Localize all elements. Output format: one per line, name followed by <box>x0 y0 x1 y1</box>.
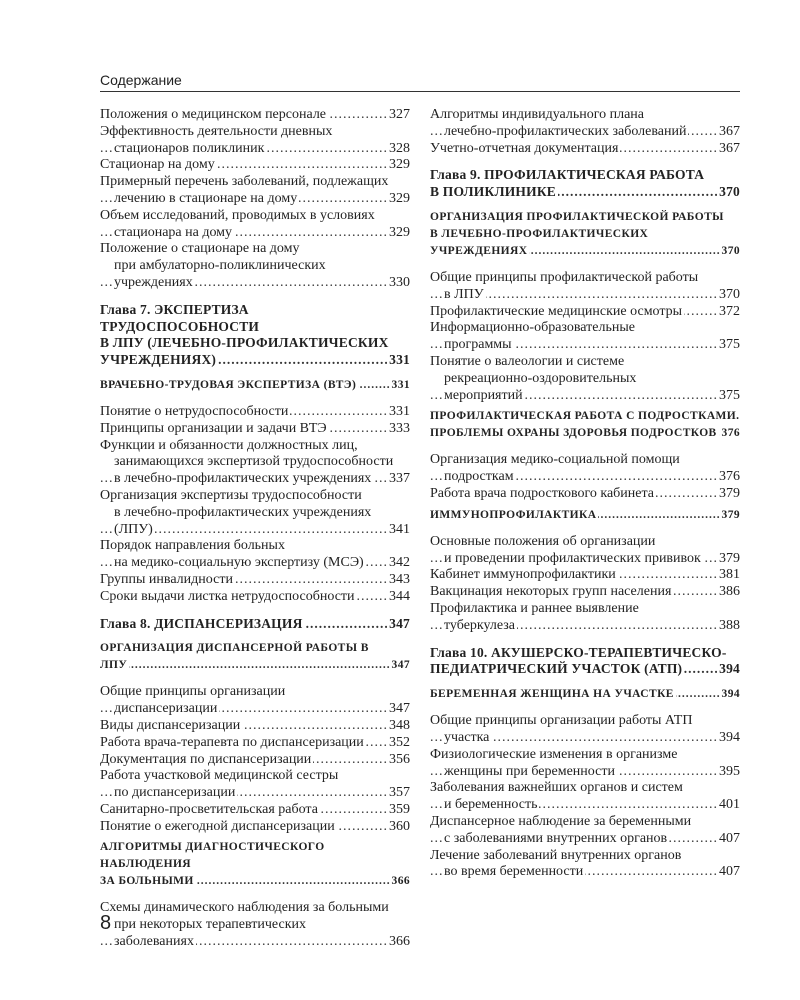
toc-entry-line: Эффективность деятельности дневных <box>100 123 333 139</box>
toc-entry <box>430 601 740 635</box>
toc-entry-leader-row <box>430 304 740 321</box>
toc-entry <box>430 486 740 503</box>
toc-entry-line: В ЛЕЧЕБНО-ПРОФИЛАКТИЧЕСКИХ <box>430 227 649 240</box>
toc-entry-title: лечебно-профилактических заболеваний <box>444 123 687 139</box>
toc-entry-line: В ЛПУ (ЛЕЧЕБНО-ПРОФИЛАКТИЧЕСКИХ <box>100 335 389 351</box>
toc-entry-leader-row <box>430 730 740 747</box>
toc-page-number: 331 <box>389 403 410 419</box>
toc-entry-title: ИММУНОПРОФИЛАКТИКА <box>430 508 597 521</box>
toc-entry-title: Группы инвалидности <box>100 571 233 587</box>
toc-entry-leader-row <box>430 425 740 442</box>
toc-entry-line: Лечение заболеваний внутренних органов <box>430 847 682 863</box>
toc-entry-leader-row <box>100 352 410 369</box>
toc-page-number: 370 <box>719 184 740 200</box>
toc-entry <box>430 141 740 158</box>
toc-entry-title: Принципы организации и задачи ВТЭ <box>100 420 327 436</box>
toc-entry-line: при амбулаторно-поликлинических <box>114 258 326 274</box>
toc-entry-title: стационара на дому <box>114 224 233 240</box>
toc-entry <box>430 814 740 848</box>
toc-page-number: 375 <box>719 337 740 353</box>
toc-entry-leader-row <box>430 124 740 141</box>
toc-entry-leader-row <box>430 388 740 405</box>
toc-entry-title: в ЛПУ <box>444 286 484 302</box>
toc-page-number: 329 <box>389 190 410 206</box>
toc-entry-line: Заболевания важнейших органов и систем <box>430 780 683 796</box>
toc-entry-line: АЛГОРИТМЫ ДИАГНОСТИЧЕСКОГО НАБЛЮДЕНИЯ <box>100 841 325 871</box>
toc-entry-title: на медико-социальную экспертизу (МСЭ) <box>114 555 364 571</box>
toc-entry-line: Общие принципы организации <box>100 684 286 700</box>
toc-page-number: 341 <box>389 521 410 537</box>
toc-page-number: 348 <box>389 717 410 733</box>
toc-page-number: 407 <box>719 864 740 880</box>
toc-entry <box>430 713 740 747</box>
toc-left-column <box>100 107 410 951</box>
toc-section-heading <box>430 507 740 524</box>
toc-entry <box>100 241 410 291</box>
toc-entry-title: Работа врача подросткового кабинета <box>430 485 654 501</box>
toc-entry <box>100 718 410 735</box>
toc-entry-line: Информационно-образовательные <box>430 320 635 336</box>
toc-entry-line: Положение о стационаре на дому <box>100 241 300 257</box>
toc-entry-title: программы <box>444 337 512 353</box>
toc-entry-title: заболеваниях <box>114 934 194 950</box>
toc-entry-leader-row <box>100 873 410 890</box>
toc-entry <box>430 534 740 568</box>
toc-page-number: 328 <box>389 140 410 156</box>
toc-entry <box>430 780 740 814</box>
toc-entry-leader-row <box>100 701 410 718</box>
toc-page-number: 327 <box>389 107 410 122</box>
toc-page-number: 331 <box>389 352 410 368</box>
toc-page-number: 367 <box>719 123 740 139</box>
toc-entry-title: лечению в стационаре на дому <box>114 190 298 206</box>
toc-entry-title: ЗА БОЛЬНЫМИ <box>100 875 194 888</box>
toc-entry-leader-row <box>100 640 410 674</box>
toc-entry-leader-row <box>430 551 740 568</box>
toc-entry-leader-row <box>100 934 410 951</box>
toc-chapter-heading <box>100 302 410 369</box>
toc-entry-line: Физиологические изменения в организме <box>430 746 678 762</box>
toc-entry-line: Профилактика и раннее выявление <box>430 600 639 616</box>
toc-entry-leader-row <box>100 191 410 208</box>
toc-entry-line: Работа участковой медицинской сестры <box>100 768 339 784</box>
toc-page-number: 394 <box>719 661 740 677</box>
toc-page-number: 366 <box>389 934 410 950</box>
toc-entry-line: Общие принципы организации работы АТП <box>430 713 693 729</box>
toc-entry-leader-row <box>430 141 740 158</box>
toc-entry-leader-row <box>100 718 410 735</box>
toc-page-number: 356 <box>389 751 410 767</box>
toc-entry-leader-row <box>430 764 740 781</box>
toc-entry <box>100 819 410 836</box>
toc-entry-title: по диспансеризации <box>114 785 236 801</box>
toc-entry-line: Функции и обязанности должностных лиц, <box>100 437 358 453</box>
toc-page-number: 379 <box>719 485 740 501</box>
toc-entry-leader-row <box>100 377 410 394</box>
toc-entry <box>100 802 410 819</box>
toc-entry-leader-row <box>430 337 740 354</box>
toc-entry-line: Порядок направления больных <box>100 538 285 554</box>
toc-entry <box>100 157 410 174</box>
toc-page-number: 333 <box>389 420 410 436</box>
toc-page-number: 386 <box>719 584 740 600</box>
toc-entry-title: Виды диспансеризации <box>100 717 241 733</box>
toc-entry-line: Глава 7. ЭКСПЕРТИЗА ТРУДОСПОСОБНОСТИ <box>100 301 260 334</box>
toc-entry-title: женщины при беременности <box>444 763 615 779</box>
toc-entry-line: Глава 9. ПРОФИЛАКТИЧЕСКАЯ РАБОТА <box>430 167 705 183</box>
toc-entry-leader-row <box>430 797 740 814</box>
toc-entry-leader-row <box>430 618 740 635</box>
toc-entry-title: участка <box>444 729 490 745</box>
toc-entry-leader-row <box>430 243 740 260</box>
toc-entry <box>100 735 410 752</box>
toc-entry-leader-row <box>100 589 410 606</box>
toc-entry-leader-row <box>430 686 740 703</box>
toc-entry <box>100 421 410 438</box>
toc-entry-title: мероприятий <box>444 387 523 403</box>
toc-entry-leader-row <box>430 507 740 524</box>
toc-entry-leader-row <box>100 785 410 802</box>
toc-entry-line: Диспансерное наблюдение за беременными <box>430 813 692 829</box>
toc-section-heading <box>100 640 410 674</box>
toc-entry-title: В ПОЛИКЛИНИКЕ <box>430 184 557 200</box>
running-header <box>100 72 740 92</box>
toc-entry <box>100 488 410 538</box>
toc-entry-title: Положения о медицинском персонале <box>100 107 327 122</box>
toc-entry <box>430 747 740 781</box>
toc-entry-title: УЧРЕЖДЕНИЯХ <box>430 244 528 257</box>
toc-chapter-heading <box>100 616 410 633</box>
toc-entry-leader-row <box>100 616 410 633</box>
toc-entry-leader-row <box>100 735 410 752</box>
toc-entry-leader-row <box>100 141 410 158</box>
toc-entry-leader-row <box>100 404 410 421</box>
toc-entry <box>100 174 410 208</box>
toc-entry <box>430 848 740 882</box>
toc-entry <box>100 124 410 158</box>
toc-entry <box>430 320 740 354</box>
toc-entry <box>100 768 410 802</box>
toc-entry-title: БЕРЕМЕННАЯ ЖЕНЩИНА НА УЧАСТКЕ <box>430 688 674 701</box>
toc-entry-title: ОРГАНИЗАЦИЯ ДИСПАНСЕРНОЙ РАБОТЫ В ЛПУ <box>100 642 369 672</box>
toc-entry-title: и проведении профилактических прививок <box>444 550 701 566</box>
toc-entry <box>100 684 410 718</box>
toc-entry-leader-row <box>430 567 740 584</box>
toc-entry-title: Понятие о нетрудоспособности <box>100 403 289 419</box>
toc-entry <box>100 572 410 589</box>
toc-page-number: 343 <box>389 571 410 587</box>
toc-entry-line: рекреационно-оздоровительных <box>444 370 637 386</box>
toc-page-number: 375 <box>719 387 740 403</box>
toc-entry-leader-row <box>100 802 410 819</box>
toc-section-heading <box>430 209 740 260</box>
toc-page-number: 329 <box>389 157 410 173</box>
toc-entry-title: и беременность <box>444 797 538 813</box>
toc-entry-leader-row <box>100 225 410 242</box>
toc-entry-title: с заболеваниями внутренних органов <box>444 830 668 846</box>
toc-entry-line: Основные положения об организации <box>430 533 656 549</box>
toc-entry-title: туберкулеза <box>444 617 516 633</box>
toc-page-number: 342 <box>389 555 410 571</box>
toc-entry-title: ПРОБЛЕМЫ ОХРАНЫ ЗДОРОВЬЯ ПОДРОСТКОВ <box>430 427 717 440</box>
toc-entry-line: Схемы динамического наблюдения за больными <box>100 900 389 916</box>
toc-entry-leader-row <box>100 522 410 539</box>
toc-entry-title: учреждениях <box>114 274 193 290</box>
toc-entry-leader-row <box>100 275 410 292</box>
toc-page-number: 372 <box>719 303 740 319</box>
toc-page-number: 359 <box>389 801 410 817</box>
toc-page-number: 337 <box>389 471 410 487</box>
toc-entry-line: при некоторых терапевтических <box>114 917 306 933</box>
toc-entry-title: стационаров поликлиник <box>114 140 265 156</box>
toc-entry-title: диспансеризации <box>114 701 218 717</box>
toc-page-number: 395 <box>719 763 740 779</box>
toc-entry-title: ВРАЧЕБНО-ТРУДОВАЯ ЭКСПЕРТИЗА (ВТЭ) <box>100 378 357 391</box>
toc-entry-line: Глава 10. АКУШЕРСКО-ТЕРАПЕВТИЧЕСКО- <box>430 644 727 660</box>
toc-entry-leader-row <box>100 819 410 836</box>
toc-entry-title: УЧРЕЖДЕНИЯХ) <box>100 352 217 368</box>
toc-entry-title: Кабинет иммунопрофилактики <box>430 567 616 583</box>
toc-entry-leader-row <box>100 421 410 438</box>
toc-page-number: 401 <box>719 797 740 813</box>
toc-page-number: 344 <box>389 588 410 604</box>
toc-entry <box>430 354 740 404</box>
toc-chapter-heading <box>430 645 740 679</box>
toc-page-number: 376 <box>720 425 740 442</box>
toc-entry-leader-row <box>430 184 740 201</box>
toc-page-number: 394 <box>720 686 740 703</box>
section-title: Содержание <box>100 72 182 88</box>
toc-page-number: 360 <box>389 818 410 834</box>
toc-page-number: 347 <box>389 615 410 631</box>
toc-entry-leader-row <box>100 107 410 124</box>
toc-section-heading <box>100 377 410 394</box>
toc-page-number: 379 <box>720 507 740 524</box>
toc-page-number: 352 <box>389 734 410 750</box>
toc-right-column <box>430 107 740 881</box>
toc-entry-title: Вакцинация некоторых групп населения <box>430 584 672 600</box>
toc-entry-leader-row <box>100 555 410 572</box>
toc-entry-leader-row <box>100 157 410 174</box>
toc-section-heading <box>430 686 740 703</box>
toc-entry-title: Сроки выдачи листка нетрудоспособности <box>100 588 355 604</box>
toc-entry-title: Санитарно-просветительская работа <box>100 801 318 817</box>
toc-page-number: 394 <box>719 729 740 745</box>
toc-entry <box>100 438 410 488</box>
toc-entry-title: ПЕДИАТРИЧЕСКИЙ УЧАСТОК (АТП) <box>430 661 683 677</box>
toc-entry-leader-row <box>430 831 740 848</box>
toc-entry-line: Организация экспертизы трудоспособности <box>100 487 362 503</box>
toc-page-number: 407 <box>719 830 740 846</box>
toc-entry-title: Понятие о ежегодной диспансеризации <box>100 818 335 834</box>
toc-entry-title: Работа врача-терапевта по диспансеризации <box>100 734 364 750</box>
toc-entry <box>100 589 410 606</box>
toc-entry <box>430 107 740 141</box>
toc-entry-title: во время беременности <box>444 864 584 880</box>
toc-entry-title: Документация по диспансеризации <box>100 751 312 767</box>
toc-page-number: 381 <box>719 567 740 583</box>
page-number: 8 <box>100 912 112 934</box>
toc-page-number: 347 <box>389 701 410 717</box>
toc-page-number: 367 <box>719 140 740 156</box>
toc-page-number: 331 <box>390 377 410 394</box>
toc-page-number: 357 <box>389 785 410 801</box>
toc-entry <box>100 107 410 124</box>
toc-entry <box>100 900 410 950</box>
toc-entry-leader-row <box>430 584 740 601</box>
toc-entry-title: Стационар на дому <box>100 157 215 173</box>
toc-entry-line: ПРОФИЛАКТИЧЕСКАЯ РАБОТА С ПОДРОСТКАМИ. <box>430 410 740 423</box>
toc-entry-title: (ЛПУ) <box>114 521 153 537</box>
toc-entry-line: Общие принципы профилактической работы <box>430 269 699 285</box>
toc-entry-title: Учетно-отчетная документация <box>430 140 619 156</box>
toc-page-number: 370 <box>720 243 740 260</box>
toc-entry-line: ОРГАНИЗАЦИЯ ПРОФИЛАКТИЧЕСКОЙ РАБОТЫ <box>430 210 724 223</box>
toc-page-number: 366 <box>390 873 410 890</box>
toc-entry-leader-row <box>430 287 740 304</box>
toc-entry-leader-row <box>100 572 410 589</box>
toc-entry-line: Примерный перечень заболеваний, подлежащих <box>100 174 389 190</box>
toc-entry-title: подросткам <box>444 469 514 485</box>
toc-entry <box>100 752 410 769</box>
toc-entry-title: Профилактические медицинские осмотры <box>430 303 683 319</box>
toc-page-number: 347 <box>390 657 410 674</box>
toc-entry-leader-row <box>430 661 740 678</box>
toc-entry-line: Алгоритмы индивидуального плана <box>430 107 644 122</box>
toc-entry-line: Объем исследований, проводимых в условиях <box>100 207 375 223</box>
toc-entry <box>100 538 410 572</box>
toc-entry-line: Понятие о валеологии и системе <box>430 353 625 369</box>
toc-page-number: 370 <box>719 286 740 302</box>
toc-entry-leader-row <box>430 864 740 881</box>
toc-entry <box>100 404 410 421</box>
toc-entry-title: в лечебно-профилактических учреждениях <box>114 471 372 487</box>
toc-entry <box>100 208 410 242</box>
toc-page-number: 376 <box>719 469 740 485</box>
toc-entry-line: в лечебно-профилактических учреждениях <box>114 504 372 520</box>
toc-entry <box>430 452 740 486</box>
toc-entry-title: Глава 8. ДИСПАНСЕРИЗАЦИЯ <box>100 615 303 631</box>
toc-section-heading <box>100 839 410 890</box>
toc-section-heading <box>430 408 740 442</box>
toc-page-number: 388 <box>719 617 740 633</box>
toc-page-number: 379 <box>719 550 740 566</box>
toc-page-number: 329 <box>389 224 410 240</box>
toc-entry <box>430 270 740 304</box>
toc-page-number: 330 <box>389 274 410 290</box>
toc-entry-leader-row <box>430 486 740 503</box>
toc-chapter-heading <box>430 167 740 201</box>
toc-entry <box>430 304 740 321</box>
toc-entry-line: Организация медико-социальной помощи <box>430 452 680 468</box>
toc-entry-leader-row <box>430 469 740 486</box>
toc-entry-leader-row <box>100 752 410 769</box>
toc-entry-line: занимающихся экспертизой трудоспособности <box>114 454 394 470</box>
toc-entry-leader-row <box>100 471 410 488</box>
toc-entry <box>430 567 740 584</box>
toc-entry <box>430 584 740 601</box>
